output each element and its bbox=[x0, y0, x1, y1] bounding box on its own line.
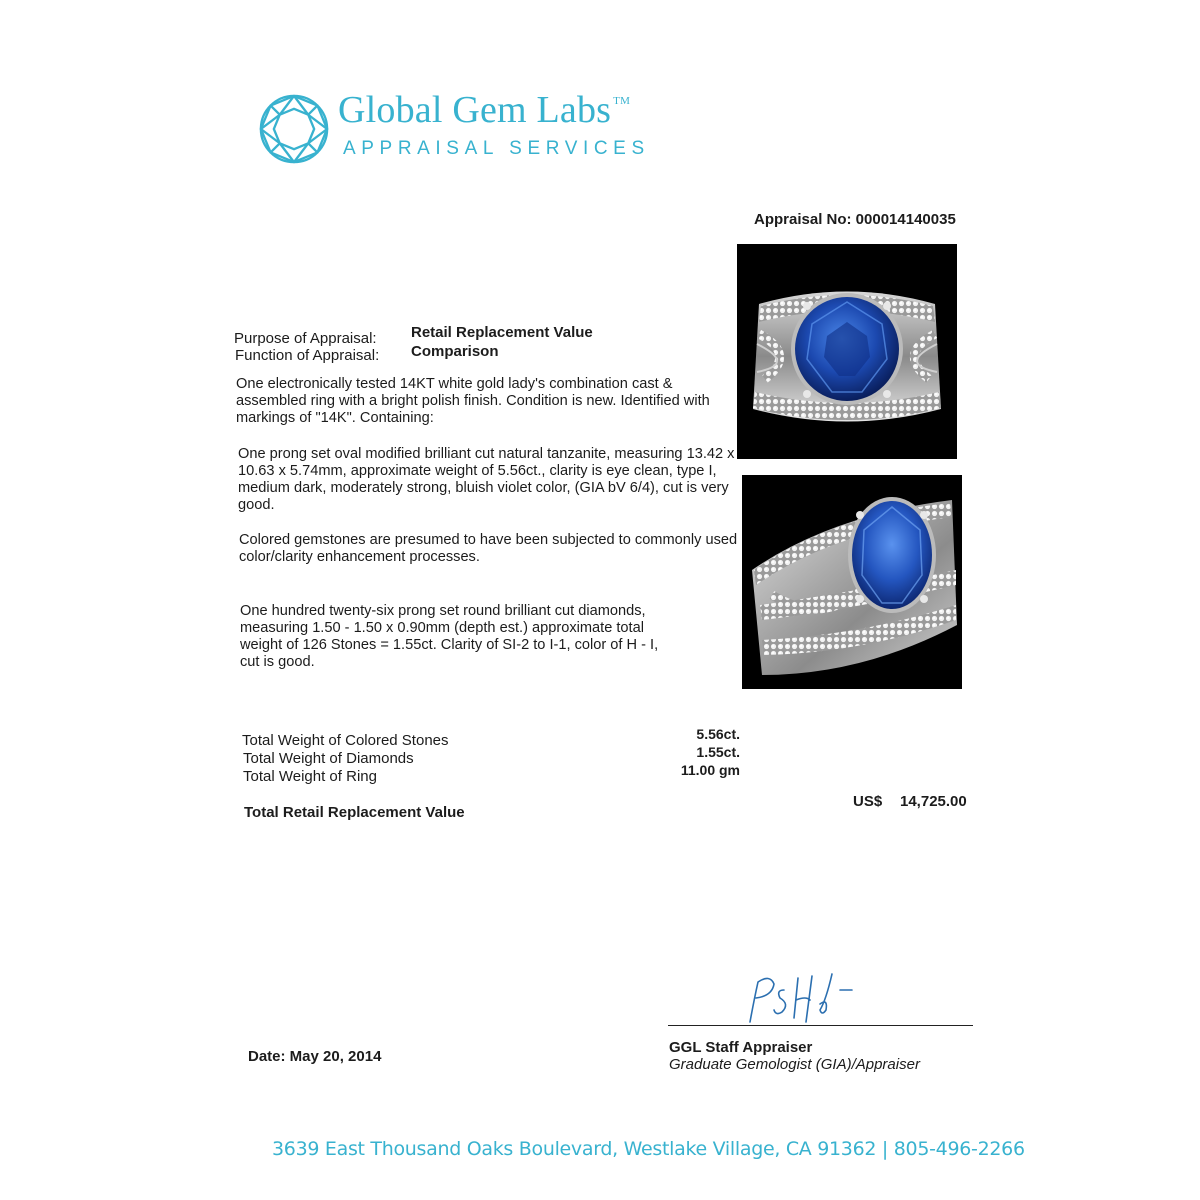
signature-line bbox=[668, 1025, 973, 1026]
purpose-value: Retail Replacement Value bbox=[411, 324, 593, 341]
brand-name: Global Gem Labs ™ bbox=[338, 89, 631, 131]
footer-address: 3639 East Thousand Oaks Boulevard, Westlake Village, CA 91362 | 805-496-2266 bbox=[272, 1138, 1025, 1160]
diamonds-description: One hundred twenty-six prong set round brilliant cut diamonds, measuring 1.50 - 1.50 x 0.90mm (depth est.) approximate total weight of 126 Stones = 1.55ct. Clarity of SI-2 to I-1, color of H - I, cut is good. bbox=[240, 603, 659, 670]
appraisal-date: Date: May 20, 2014 bbox=[248, 1048, 382, 1065]
function-label: Function of Appraisal: bbox=[235, 347, 380, 364]
total-ring-label: Total Weight of Ring bbox=[243, 768, 377, 785]
brand-subtitle: APPRAISAL SERVICES bbox=[343, 138, 650, 159]
retail-value-label: Total Retail Replacement Value bbox=[244, 804, 465, 821]
total-colored-stones-value: 5.56ct. bbox=[696, 726, 740, 742]
tanzanite-description: One prong set oval modified brilliant cut natural tanzanite, measuring 13.42 x 10.63 x 5.74mm, approximate weight of 5.56ct., clarity is eye clean, type I, medium dark, moderately strong, bluish violet color, (GIA bV 6/4), cut is very good. bbox=[238, 446, 735, 513]
total-diamonds-label: Total Weight of Diamonds bbox=[243, 750, 414, 767]
appraiser-credentials: Graduate Gemologist (GIA)/Appraiser bbox=[669, 1056, 920, 1073]
ring-side-view-photo bbox=[742, 475, 962, 689]
retail-value-currency: US$ bbox=[853, 793, 883, 810]
round-brilliant-gem-icon bbox=[258, 93, 330, 165]
total-colored-stones-label: Total Weight of Colored Stones bbox=[242, 732, 449, 749]
trademark-mark: TM bbox=[613, 95, 631, 108]
ring-description: One electronically tested 14KT white gold lady's combination cast & assembled ring with a bright polish finish. Condition is new. Identified with markings of "14K". Containing: bbox=[236, 376, 710, 426]
appraisal-number: Appraisal No: 000014140035 bbox=[754, 211, 956, 228]
ring-top-view-photo bbox=[737, 244, 957, 459]
purpose-label: Purpose of Appraisal: bbox=[234, 330, 377, 347]
appraiser-signature bbox=[740, 960, 860, 1030]
function-value: Comparison bbox=[411, 343, 499, 360]
total-ring-value: 11.00 gm bbox=[680, 762, 740, 778]
treatment-disclosure: Colored gemstones are presumed to have been subjected to commonly used color/clarity enhancement processes. bbox=[239, 532, 738, 565]
total-diamonds-value: 1.55ct. bbox=[696, 744, 740, 760]
appraiser-title: GGL Staff Appraiser bbox=[669, 1039, 813, 1056]
retail-value-amount: 14,725.00 bbox=[900, 793, 967, 810]
